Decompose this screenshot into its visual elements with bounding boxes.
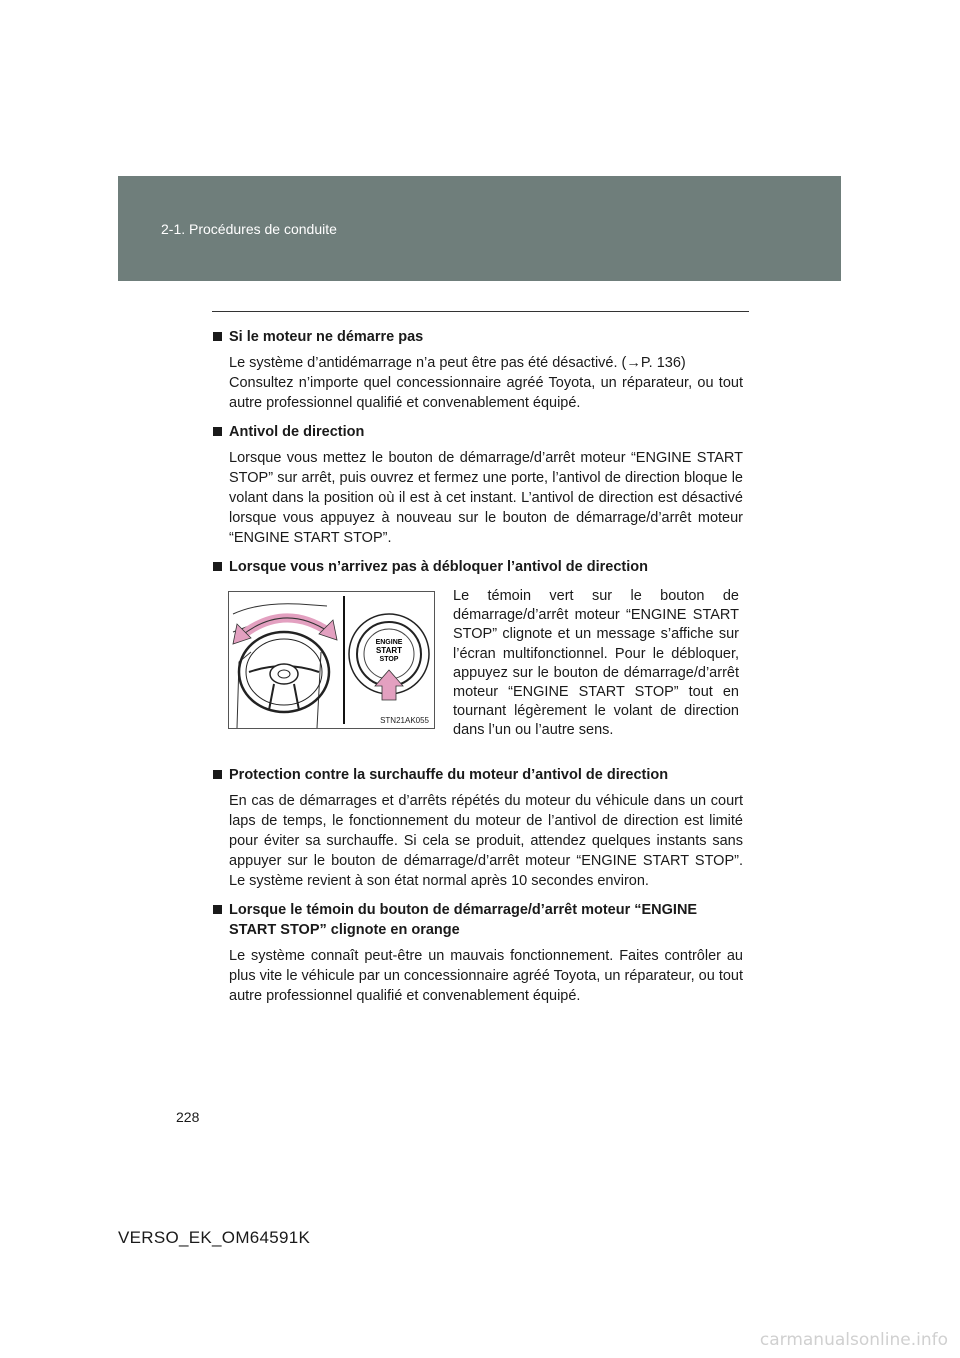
paragraph: En cas de démarrages et d’arrêts répétés du moteur du véhicule dans un court laps de temps, le fonctionnement du moteur de l’antivol de direction est limité pour éviter sa surchauffe. Si cela se produit, attendez quelques instants sans appuyer sur le bouton de démarrage/d’arrêt moteur “ENGINE START STOP”. Le système revient à son état normal après 10 secondes environ. — [229, 793, 743, 889]
paragraph: Le système connaît peut-être un mauvais fonctionnement. Faites contrôler au plus vite le véhicule par un concessionnaire agréé Toyota, un réparateur, ou tout autre professionnel qualifié et convenablement équipé. — [229, 948, 744, 1004]
bullet-square-icon — [213, 905, 222, 914]
bullet-square-icon — [213, 332, 222, 341]
figure-caption-text: Le témoin vert sur le bouton de démarrage/d’arrêt moteur “ENGINE START STOP” clignote et un message s’affiche sur l’écran multifonctionnel. Pour le débloquer, appuyez sur le bouton de démarrage/d’arrêt moteur “ENGINE START STOP” tout en tournant légèrement le volant de direction dans l’un ou l’autre sens. — [453, 588, 739, 739]
paragraph: Le système d’antidémarrage n’a peut être pas été désactivé. (→P. 136) Consultez n’importe quel concessionnaire agréé Toyota, un réparateur, ou tout autre professionnel qualifié et convenablement équipé. — [229, 355, 743, 411]
steering-wheel-button-drawing — [229, 592, 434, 728]
button-label-line: START — [375, 646, 403, 655]
figure-code: STN21AK055 — [380, 716, 429, 725]
section-heading: Antivol de direction — [212, 422, 743, 442]
section-heading: Si le moteur ne démarre pas — [212, 327, 743, 347]
page-content — [212, 327, 743, 1015]
section-heading: Lorsque vous n’arrivez pas à débloquer l’antivol de direction — [212, 557, 743, 577]
bullet-square-icon — [213, 770, 222, 779]
button-label-line: STOP — [379, 656, 399, 663]
bullet-square-icon — [213, 427, 222, 436]
page-number: 228 — [176, 1109, 200, 1125]
section-heading: Protection contre la surchauffe du moteur d’antivol de direction — [212, 765, 743, 785]
bullet-square-icon — [213, 562, 222, 571]
document-code: VERSO_EK_OM64591K — [118, 1228, 311, 1247]
steering-lock-illustration — [228, 591, 435, 729]
figure-block — [212, 587, 743, 759]
button-label-line: ENGINE — [375, 639, 403, 646]
divider-rule — [212, 311, 749, 312]
section-title: 2-1. Procédures de conduite — [161, 221, 337, 237]
watermark: carmanualsonline.info — [759, 1330, 948, 1350]
section-heading: Lorsque le témoin du bouton de démarrage/d’arrêt moteur “ENGINE START STOP” clignote en orange — [212, 900, 743, 940]
paragraph: Lorsque vous mettez le bouton de démarrage/d’arrêt moteur “ENGINE START STOP” sur arrêt, puis ouvrez et fermez une porte, l’antivol de direction bloque le volant dans la position où il est à cet instant. L’antivol de direction est désactivé lorsque vous appuyez à nouveau sur le bouton de démarrage/d’arrêt moteur “ENGINE START STOP”. — [229, 450, 743, 546]
